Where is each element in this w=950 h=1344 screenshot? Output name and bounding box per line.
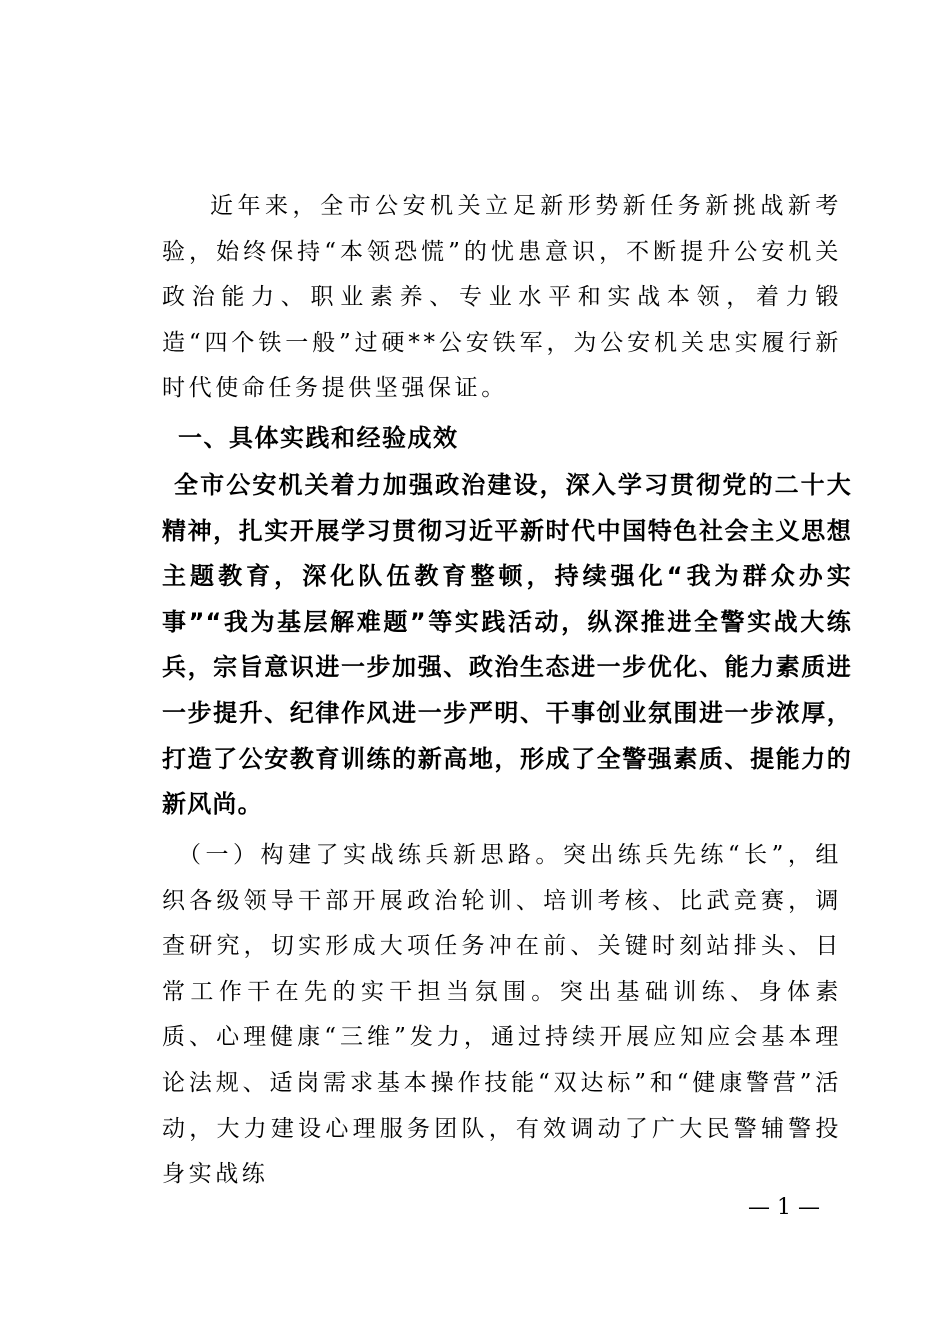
section-heading: 一、具体实践和经验成效 xyxy=(178,424,459,452)
intro-paragraph: 近年来，全市公安机关立足新形势新任务新挑战新考验，始终保持“本领恐慌”的忧患意识，不断提升公安机关政治能力、职业素养、专业水平和实战本领，着力锻造“四个铁一般”过硬**公安铁军，为公安机关忠实履行新时代使命任务提供坚强保证。 xyxy=(162,193,842,402)
summary-paragraph: 全市公安机关着力加强政治建设，深入学习贯彻党的二十大精神，扎实开展学习贯彻习近平新时代中国特色社会主义思想主题教育，深化队伍教育整顿，持续强化“我为群众办实事”“我为基层解难题”等实践活动，纵深推进全警实战大练兵，宗旨意识进一步加强、政治生态进一步优化、能力素质进一步提升、纪律作风进一步严明、干事创业氛围进一步浓厚，打造了公安教育训练的新高地，形成了全警强素质、提能力的新风尚。 xyxy=(162,471,852,819)
subsection-paragraph: （一）构建了实战练兵新思路。突出练兵先练“长”，组织各级领导干部开展政治轮训、培训考核、比武竞赛，调查研究，切实形成大项任务冲在前、关键时刻站排头、日常工作干在先的实干担当氛围。突出基础训练、身体素质、心理健康“三维”发力，通过持续开展应知应会基本理论法规、适岗需求基本操作技能“双达标”和“健康警营”活动，大力建设心理服务团队，有效调动了广大民警辅警投身实战练 xyxy=(162,842,842,1188)
page-number: — 1 — xyxy=(748,1195,820,1220)
